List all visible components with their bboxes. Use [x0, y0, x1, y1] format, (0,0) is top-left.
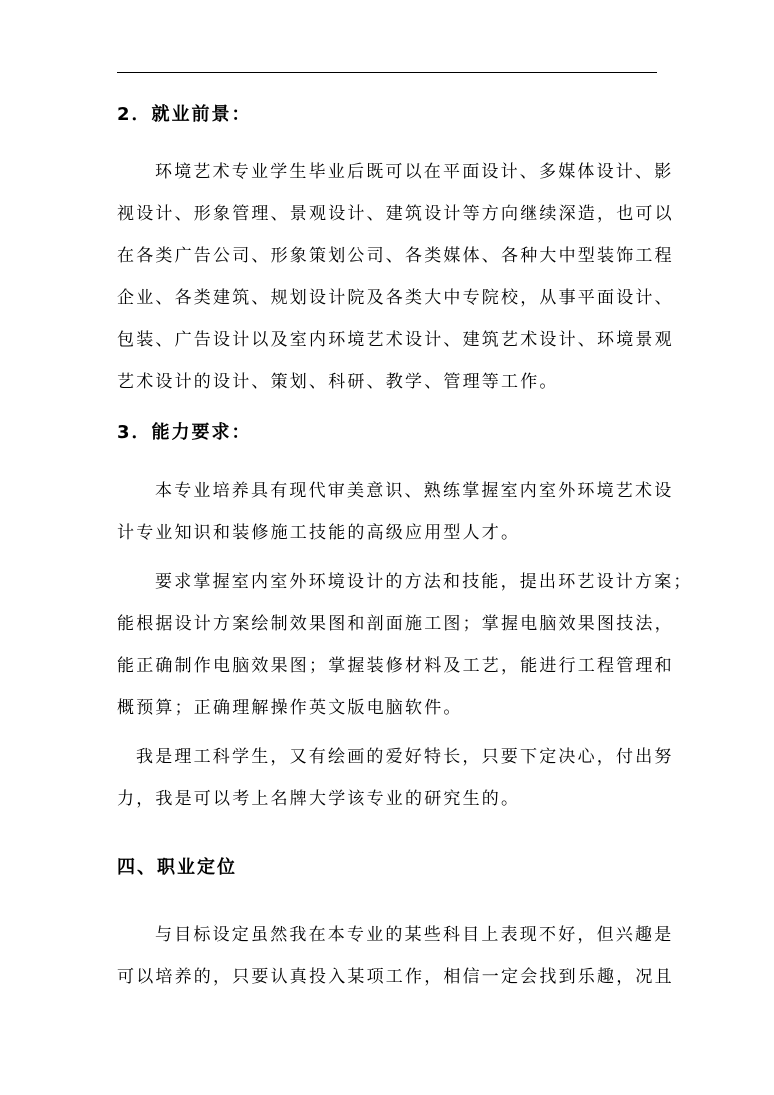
paragraph-line: 能根据设计方案绘制效果图和剖面施工图；掌握电脑效果图技法，: [117, 614, 674, 634]
section-heading-employment: 2．就业前景：: [117, 104, 252, 125]
paragraph-line: 力，我是可以考上名牌大学该专业的研究生的。: [117, 789, 521, 809]
paragraph-line: 本专业培养具有现代审美意识、熟练掌握室内室外环境艺术设: [155, 481, 674, 501]
paragraph-line: 能正确制作电脑效果图；掌握装修材料及工艺，能进行工程管理和: [117, 656, 674, 676]
paragraph-line: 要求掌握室内室外环境设计的方法和技能，提出环艺设计方案；: [155, 572, 693, 592]
paragraph-line: 包装、广告设计以及室内环境艺术设计、建筑艺术设计、环境景观: [117, 330, 674, 350]
paragraph-line: 视设计、形象管理、景观设计、建筑设计等方向继续深造，也可以: [117, 204, 674, 224]
paragraph-line: 与目标设定虽然我在本专业的某些科目上表现不好，但兴趣是: [155, 925, 674, 945]
paragraph-line: 艺术设计的设计、策划、科研、教学、管理等工作。: [117, 372, 559, 392]
section-heading-career-positioning: 四、职业定位: [117, 857, 237, 878]
paragraph-line: 在各类广告公司、形象策划公司、各类媒体、各种大中型装饰工程: [117, 246, 674, 266]
paragraph-line: 我是理工科学生，又有绘画的爱好特长，只要下定决心，付出努: [136, 747, 674, 767]
paragraph-line: 可以培养的，只要认真投入某项工作，相信一定会找到乐趣，况且: [117, 967, 674, 987]
header-rule: [117, 72, 657, 73]
section-heading-ability: 3．能力要求：: [117, 422, 252, 443]
paragraph-line: 环境艺术专业学生毕业后既可以在平面设计、多媒体设计、影: [155, 162, 674, 182]
paragraph-line: 企业、各类建筑、规划设计院及各类大中专院校，从事平面设计、: [117, 288, 674, 308]
paragraph-line: 计专业知识和装修施工技能的高级应用型人才。: [117, 523, 521, 543]
paragraph-line: 概预算；正确理解操作英文版电脑软件。: [117, 698, 463, 718]
